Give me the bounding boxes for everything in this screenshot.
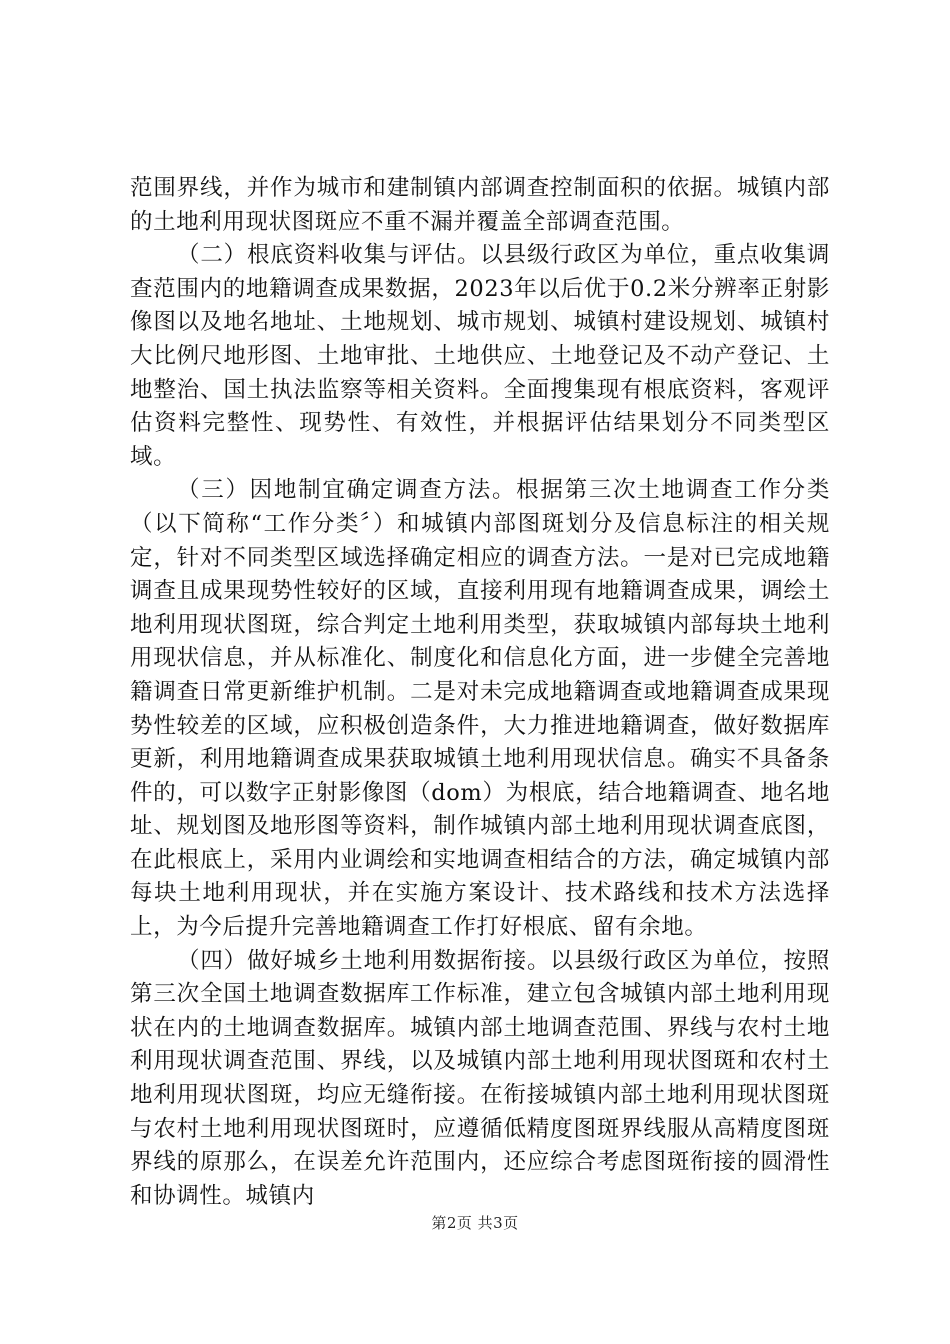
body-text [130,172,830,1213]
page-footer [0,1213,950,1233]
paragraph-3: （三）因地制宜确定调查方法。根据第三次土地调查工作分类（以下简称“工作分类〞）和城镇内部图斑划分及信息标注的相关规定，针对不同类型区域选择确定相应的调查方法。一是对已完成地籍调查且成果现势性较好的区域，直接利用现有地籍调查成果，调绘土地利用现状图斑，综合判定土地利用类型，获取城镇内部每块土地利用现状信息，并从标准化、制度化和信息化方面，进一步健全完善地籍调查日常更新维护机制。二是对未完成地籍调查或地籍调查成果现势性较差的区域，应积极创造条件，大力推进地籍调查，做好数据库更新，利用地籍调查成果获取城镇土地利用现状信息。确实不具备条件的，可以数字正射影像图（dom）为根底，结合地籍调查、地名地址、规划图及地形图等资料，制作城镇内部土地利用现状调查底图，在此根底上，采用内业调绘和实地调查相结合的方法，确定城镇内部每块土地利用现状，并在实施方案设计、技术路线和技术方法选择上，为今后提升完善地籍调查工作打好根底、留有余地。 [130,477,830,941]
paragraph-2: （二）根底资料收集与评估。以县级行政区为单位，重点收集调查范围内的地籍调查成果数据，2023年以后优于0.2米分辨率正射影像图以及地名地址、土地规划、城市规划、城镇村建设规划、城镇村大比例尺地形图、土地审批、土地供应、土地登记及不动产登记、土地整治、国土执法监察等相关资料。全面搜集现有根底资料，客观评估资料完整性、现势性、有效性，并根据评估结果划分不同类型区域。 [130,242,830,470]
paragraph-4: （四）做好城乡土地利用数据衔接。以县级行政区为单位，按照第三次全国土地调查数据库工作标准，建立包含城镇内部土地利用现状在内的土地调查数据库。城镇内部土地调查范围、界线与农村土地利用现状调查范围、界线，以及城镇内部土地利用现状图斑和农村土地利用现状图斑，均应无缝衔接。在衔接城镇内部土地利用现状图斑与农村土地利用现状图斑时，应遵循低精度图斑界线服从高精度图斑界线的原那么，在误差允许范围内，还应综合考虑图斑衔接的圆滑性和协调性。城镇内 [130,947,830,1209]
page-number: 第2页 共3页 [431,1214,519,1232]
paragraph-1: 范围界线，并作为城市和建制镇内部调查控制面积的依据。城镇内部的土地利用现状图斑应不重不漏并覆盖全部调查范围。 [130,175,830,235]
